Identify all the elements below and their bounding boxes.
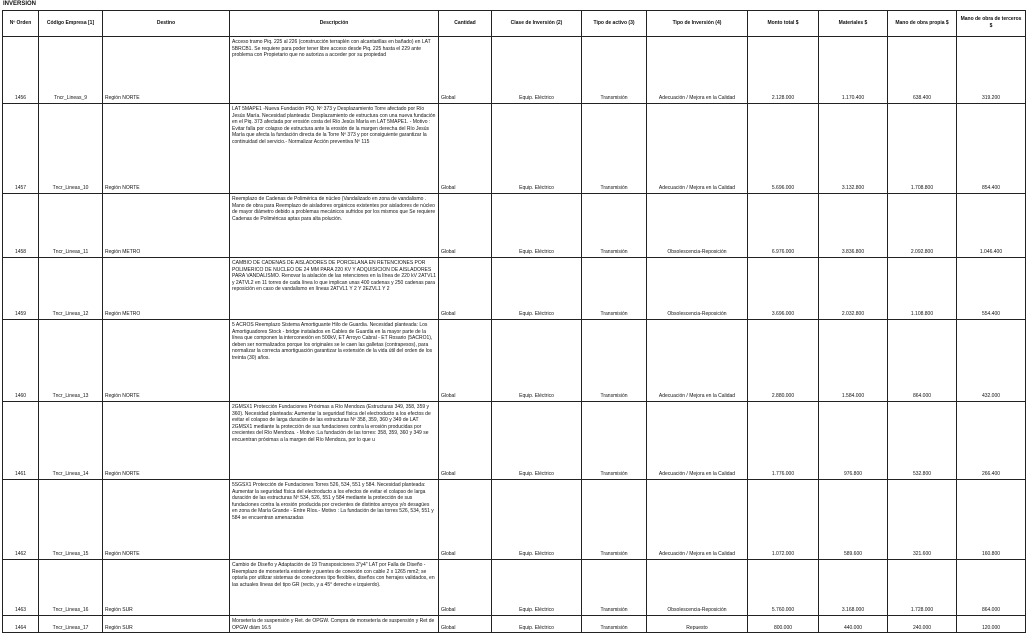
asset-type-cell: Transmisión	[582, 258, 647, 320]
asset-type-cell: Transmisión	[582, 480, 647, 560]
quantity-cell: Global	[439, 616, 492, 633]
investment-type-cell: Adecuación / Mejora en la Calidad	[647, 480, 748, 560]
investment-class-cell: Equip. Eléctrico	[492, 37, 582, 104]
column-header: Nº Orden	[3, 11, 39, 37]
section-title: INVERSIÓN	[3, 1, 37, 7]
materials-cell: 1.584.000	[819, 320, 888, 402]
total-amount-cell: 800.000	[748, 616, 819, 633]
destination-cell: Región NORTE	[103, 320, 230, 402]
description-cell: Acceso tramo Piq. 225 al 226 (construcción terraplén con alcantarillas en bañado) en LAT 5BRCB1. Se requiere para poder tener libre acceso desde Piq. 225 hasta el 229 ante problema con Propietario que no autoriza a acceder por su propiedad	[230, 37, 439, 104]
table-row	[3, 616, 1026, 633]
column-header: Mano de obra propia $	[888, 11, 957, 37]
own-labor-cell: 321.600	[888, 480, 957, 560]
destination-cell: Región METRO	[103, 194, 230, 258]
investment-class-cell: Equip. Eléctrico	[492, 616, 582, 633]
materials-cell: 440.000	[819, 616, 888, 633]
destination-cell: Región METRO	[103, 258, 230, 320]
table-row	[3, 320, 1026, 402]
column-header: Monto total $	[748, 11, 819, 37]
investment-type-cell: Adecuación / Mejora en la Calidad	[647, 402, 748, 480]
company-code-cell: Tncr_Lineas_13	[39, 320, 103, 402]
destination-cell: Región SUR	[103, 560, 230, 616]
investment-type-cell: Adecuación / Mejora en la Calidad	[647, 320, 748, 402]
description-cell: Cambio de Diseño y Adaptación de 19 Transposiciones 3"y4" LAT por Falla de Diseño - Reemplazo de morsetería existente y puentes de conexión con cable 2 x 1265 mm2; se optaría por utilizar sistemas de conectores tipo flexibles, diseños con herrajes validados, en las actuales líneas del tipo GR (recto, y a 45° derecho e izquierdo).	[230, 560, 439, 616]
own-labor-cell: 864.000	[888, 320, 957, 402]
third-party-labor-cell: 266.400	[957, 402, 1026, 480]
asset-type-cell: Transmisión	[582, 194, 647, 258]
description-cell: 5 ACROS Reemplazo Sistema Amortiguante Hilo de Guardia. Necesidad planteada: Los Amortiguadores Stock - bridge instalados en Cables de Guardia en la mayor parte de la línea que componen la interconexión en 500kV, ET Arroyo Cabral - ET Rosario (5ACRO1), deben ser normalizados porque los originales se le caen las galletas (contrapesos), para normalizar la correcta amortiguación garantizar la extensión de la vida útil del orden de los treinta (30) años.	[230, 320, 439, 402]
description-cell: CAMBIO DE CADENAS DE AISLADORES DE PORCELANA EN RETENCIONES POR POLIMERICO DE NUCLEO DE 24 MM PARA 220 KV Y ADQUISICION DE AISLADORES PARA VANDALISMO. Renovar la aislación de las retenciones en la línea de 220 kV 2ATVL1 y 2ATVL2 en 11 torres de cada línea lo que implican unas 400 cadenas y 250 cadenas para reposición en caso de vandalismo en líneas 2ATVL1 Y 2 Y 2EZVL1 Y 2	[230, 258, 439, 320]
investment-table	[2, 10, 1026, 633]
third-party-labor-cell: 864.000	[957, 560, 1026, 616]
column-header: Clase de Inversión (2)	[492, 11, 582, 37]
own-labor-cell: 638.400	[888, 37, 957, 104]
quantity-cell: Global	[439, 560, 492, 616]
total-amount-cell: 2.880.000	[748, 320, 819, 402]
company-code-cell: Tncr_Lineas_14	[39, 402, 103, 480]
destination-cell: Región NORTE	[103, 37, 230, 104]
column-header: Descripción	[230, 11, 439, 37]
own-labor-cell: 1.728.000	[888, 560, 957, 616]
materials-cell: 1.170.400	[819, 37, 888, 104]
table-row	[3, 402, 1026, 480]
investment-type-cell: Repuesto	[647, 616, 748, 633]
company-code-cell: Tncr_Lineas_15	[39, 480, 103, 560]
third-party-labor-cell: 432.000	[957, 320, 1026, 402]
column-header: Tipo de Inversión (4)	[647, 11, 748, 37]
materials-cell: 589.600	[819, 480, 888, 560]
destination-cell: Región NORTE	[103, 480, 230, 560]
total-amount-cell: 1.072.000	[748, 480, 819, 560]
asset-type-cell: Transmisión	[582, 37, 647, 104]
investment-class-cell: Equip. Eléctrico	[492, 402, 582, 480]
investment-class-cell: Equip. Eléctrico	[492, 560, 582, 616]
total-amount-cell: 6.976.000	[748, 194, 819, 258]
investment-class-cell: Equip. Eléctrico	[492, 194, 582, 258]
table-row	[3, 194, 1026, 258]
total-amount-cell: 5.696.000	[748, 104, 819, 194]
order-number-cell: 1462	[3, 480, 39, 560]
asset-type-cell: Transmisión	[582, 104, 647, 194]
own-labor-cell: 240.000	[888, 616, 957, 633]
table-row	[3, 37, 1026, 104]
description-cell: 5SGSX1 Protección de Fundaciones Torres 526, 534, 551 y 584. Necesidad planteada: Aumentar la seguridad física del electroducto a los efectos de evitar el colapso de larga duración de las estructuras Nº 534, 526, 551 y 584 mediante la protección de sus fundaciones contra la erosión producida por crecientes de distintos arroyos y/o desagües en zona de María Grande - Entre Ríos.- Motivo : La fundación de las torres 526, 534, 551 y 584 se encuentran amenazadas	[230, 480, 439, 560]
order-number-cell: 1458	[3, 194, 39, 258]
total-amount-cell: 2.128.000	[748, 37, 819, 104]
investment-class-cell: Equip. Eléctrico	[492, 320, 582, 402]
column-header: Mano de obra de terceros $	[957, 11, 1026, 37]
asset-type-cell: Transmisión	[582, 320, 647, 402]
table-row	[3, 480, 1026, 560]
materials-cell: 3.168.000	[819, 560, 888, 616]
total-amount-cell: 1.776.000	[748, 402, 819, 480]
destination-cell: Región NORTE	[103, 104, 230, 194]
quantity-cell: Global	[439, 258, 492, 320]
third-party-labor-cell: 319.200	[957, 37, 1026, 104]
own-labor-cell: 532.800	[888, 402, 957, 480]
description-cell: Morsetería de suspensión y Ret. de OPGW. Compra de morsetería de suspensión y Ret de OPGW diám 16.5	[230, 616, 439, 633]
column-header: Cantidad	[439, 11, 492, 37]
investment-class-cell: Equip. Eléctrico	[492, 258, 582, 320]
materials-cell: 976.800	[819, 402, 888, 480]
table-row	[3, 104, 1026, 194]
destination-cell: Región SUR	[103, 616, 230, 633]
asset-type-cell: Transmisión	[582, 560, 647, 616]
order-number-cell: 1459	[3, 258, 39, 320]
table-row	[3, 258, 1026, 320]
total-amount-cell: 5.760.000	[748, 560, 819, 616]
quantity-cell: Global	[439, 320, 492, 402]
quantity-cell: Global	[439, 402, 492, 480]
order-number-cell: 1460	[3, 320, 39, 402]
destination-cell: Región NORTE	[103, 402, 230, 480]
investment-type-cell: Obsolescencia-Reposición	[647, 258, 748, 320]
investment-type-cell: Adecuación / Mejora en la Calidad	[647, 104, 748, 194]
investment-class-cell: Equip. Eléctrico	[492, 480, 582, 560]
investment-class-cell: Equip. Eléctrico	[492, 104, 582, 194]
column-header: Código Empresa [1]	[39, 11, 103, 37]
materials-cell: 2.032.800	[819, 258, 888, 320]
company-code-cell: Tncr_Lineas_10	[39, 104, 103, 194]
investment-type-cell: Adecuación / Mejora en la Calidad	[647, 37, 748, 104]
asset-type-cell: Transmisión	[582, 402, 647, 480]
company-code-cell: Tncr_Lineas_9	[39, 37, 103, 104]
third-party-labor-cell: 120.000	[957, 616, 1026, 633]
column-header: Tipo de activo (3)	[582, 11, 647, 37]
own-labor-cell: 1.108.800	[888, 258, 957, 320]
quantity-cell: Global	[439, 37, 492, 104]
investment-type-cell: Obsolescencia-Reposición	[647, 560, 748, 616]
column-header: Destino	[103, 11, 230, 37]
total-amount-cell: 3.696.000	[748, 258, 819, 320]
own-labor-cell: 1.708.800	[888, 104, 957, 194]
column-header: Materiales $	[819, 11, 888, 37]
quantity-cell: Global	[439, 194, 492, 258]
description-cell: LAT 5MAPE1 -Nueva Fundación PIQ. Nº 373 y Desplazamiento Torre afectado por Río Jesús María. Necesidad planteada: Desplazamiento de estructura con una nueva fundación en el Piq. 373 afectada por erosión costa del Río Jesús María en LAT 5MAPE1. - Motivo : Evitar falla por colapso de estructura ante la erosión de la margen derecha del Río Jesús María que afecta la fundación directa de la Torre Nº 373 y por consiguiente garantizar la continuidad del servicio.- Normalizar Acción preventiva Nº 115	[230, 104, 439, 194]
third-party-labor-cell: 1.046.400	[957, 194, 1026, 258]
third-party-labor-cell: 554.400	[957, 258, 1026, 320]
third-party-labor-cell: 854.400	[957, 104, 1026, 194]
own-labor-cell: 2.092.800	[888, 194, 957, 258]
order-number-cell: 1456	[3, 37, 39, 104]
order-number-cell: 1461	[3, 402, 39, 480]
order-number-cell: 1457	[3, 104, 39, 194]
company-code-cell: Tncr_Lineas_16	[39, 560, 103, 616]
quantity-cell: Global	[439, 480, 492, 560]
company-code-cell: Tncr_Lineas_12	[39, 258, 103, 320]
header-row	[3, 11, 1026, 37]
description-cell: Reemplazo de Cadenas de Polimérica de núcleo (Vandalizado en zona de vandalismo . Mano de obra para Reemplazo de aisladores orgánicos existentes por aisladores de núcleo de mayor diámetro debido a problemas mecánicos sufridos por los mismos que Se requiere Cadenas de Poliméricas aptas para alta polución.	[230, 194, 439, 258]
investment-type-cell: Obsolescencia-Reposición	[647, 194, 748, 258]
company-code-cell: Tncr_Lineas_17	[39, 616, 103, 633]
description-cell: 2GMSX1 Protección Fundaciones Próximas a Río Mendoza (Estructuras 349, 358, 359 y 360). Necesidad planteada: Aumentar la seguridad física del electroducto a los efectos de evitar el colapso de larga duración de las estructuras Nº 358, 359, 360 y 349 de LAT 2GMSX1 mediante la protección de sus fundaciones contra la erosión producidas por crecientes del Río Mendoza. - Motivo :La fundación de las torres: 358, 359, 360 y 349 se encuentran próximas a la margen del Río Mendoza, por lo que u	[230, 402, 439, 480]
third-party-labor-cell: 160.800	[957, 480, 1026, 560]
quantity-cell: Global	[439, 104, 492, 194]
asset-type-cell: Transmisión	[582, 616, 647, 633]
order-number-cell: 1463	[3, 560, 39, 616]
order-number-cell: 1464	[3, 616, 39, 633]
materials-cell: 3.836.800	[819, 194, 888, 258]
company-code-cell: Tncr_Lineas_11	[39, 194, 103, 258]
materials-cell: 3.132.800	[819, 104, 888, 194]
